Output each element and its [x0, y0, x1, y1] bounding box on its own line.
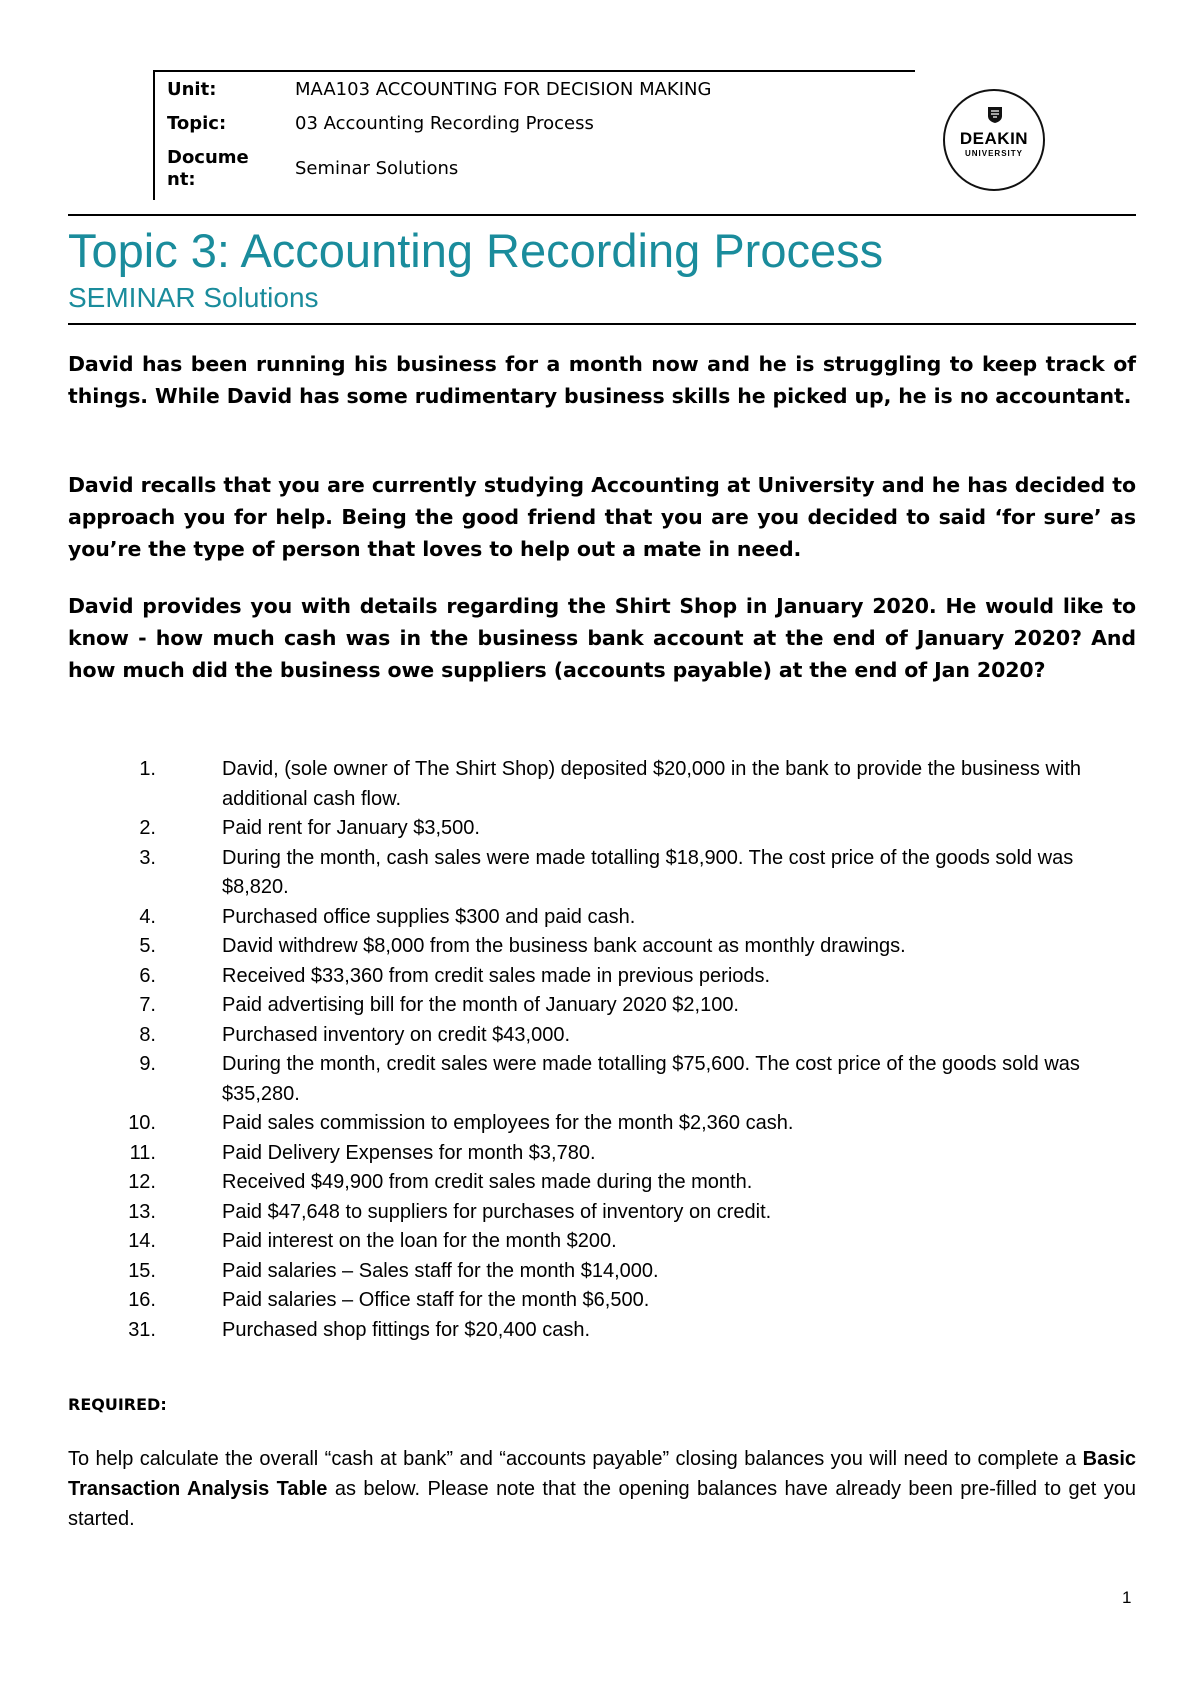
list-item	[68, 755, 1136, 814]
list-item	[68, 1050, 1136, 1109]
list-item-number: 9.	[139, 1053, 156, 1075]
intro-paragraph-2: David recalls that you are currently studying Accounting at University and he has decided to approach you for help. Being the good friend that you are you decided to said ‘for sure’ as you’re the type of person that loves to help out a mate in need.	[68, 473, 1136, 561]
list-item	[68, 1316, 1136, 1346]
list-item-text: Paid $47,648 to suppliers for purchases of inventory on credit.	[222, 1200, 772, 1223]
list-item-text: Paid salaries – Sales staff for the month $14,000.	[222, 1259, 659, 1282]
list-item	[68, 844, 1136, 903]
shield-icon	[987, 106, 1003, 124]
list-item-text: Paid Delivery Expenses for month $3,780.	[222, 1141, 596, 1164]
list-item-number: 6.	[139, 964, 156, 987]
document-label	[167, 147, 267, 191]
list-item-number: 1.	[139, 758, 156, 780]
list-item	[68, 962, 1136, 992]
logo-wordmark: DEAKIN	[959, 129, 1029, 148]
list-item-number: 13.	[128, 1200, 156, 1223]
page-subtitle: SEMINAR Solutions	[68, 282, 319, 313]
list-item-number: 7.	[139, 994, 156, 1016]
page-title: Topic 3: Accounting Recording Process	[68, 224, 884, 277]
list-item	[68, 1139, 1136, 1169]
instructions-paragraph	[68, 1444, 1136, 1534]
list-item	[68, 1198, 1136, 1228]
intro-paragraph-3: David provides you with details regarding the Shirt Shop in January 2020. He would like to know - how much cash was in the business bank account at the end of January 2020? And how much did the business owe suppliers (accounts payable) at the end of Jan 2020?	[68, 594, 1136, 682]
list-item-number: 2.	[139, 817, 156, 839]
list-item-number: 3.	[139, 846, 156, 869]
topic-value: 03 Accounting Recording Process	[295, 113, 594, 134]
instructions-text-end: as below. Please note that the opening balances have already been pre-filled to get you started.	[68, 1478, 1136, 1530]
list-item-number: 11.	[129, 1141, 156, 1164]
list-item-number: 5.	[139, 935, 156, 957]
instructions-table-name: Basic Transaction Analysis Table	[68, 1448, 1136, 1500]
list-item-text: Purchased shop fittings for $20,400 cash.	[222, 1318, 591, 1341]
document-label-line1: Docume	[167, 147, 249, 168]
title-bottom-rule	[68, 323, 1136, 325]
transaction-list	[68, 755, 1136, 1345]
list-item-number: 14.	[128, 1230, 156, 1252]
list-item	[68, 814, 1136, 844]
list-item-text: Paid salaries – Office staff for the month $6,500.	[222, 1289, 650, 1311]
list-item-number: 4.	[139, 905, 156, 928]
list-item-number: 15.	[128, 1259, 156, 1282]
list-item-text: Received $33,360 from credit sales made in previous periods.	[222, 964, 771, 987]
list-item-text: Paid rent for January $3,500.	[222, 817, 480, 839]
list-item-text: Paid sales commission to employees for the month $2,360 cash.	[222, 1112, 794, 1134]
list-item	[68, 1257, 1136, 1287]
header-table	[153, 70, 915, 200]
list-item-text: Purchased inventory on credit $43,000.	[222, 1023, 570, 1046]
list-item	[68, 1286, 1136, 1316]
list-item-number: 10.	[128, 1112, 156, 1134]
list-item-number: 12.	[128, 1171, 156, 1193]
list-item-text: During the month, cash sales were made totalling $18,900. The cost price of the goods sold was $8,820.	[222, 846, 1074, 898]
list-item-text: Paid interest on the loan for the month $200.	[222, 1230, 617, 1252]
document-value: Seminar Solutions	[295, 158, 459, 179]
logo-subtext: UNIVERSITY	[964, 149, 1023, 158]
list-item-text: Paid advertising bill for the month of January 2020 $2,100.	[222, 994, 739, 1016]
list-item-number: 8.	[139, 1023, 156, 1046]
unit-value: MAA103 ACCOUNTING FOR DECISION MAKING	[295, 79, 712, 100]
list-item	[68, 1109, 1136, 1139]
list-item	[68, 991, 1136, 1021]
deakin-logo	[943, 89, 1045, 191]
list-item-text: Purchased office supplies $300 and paid cash.	[222, 905, 636, 928]
list-item	[68, 1168, 1136, 1198]
list-item	[68, 903, 1136, 933]
instructions-text-start: To help calculate the overall “cash at bank” and “accounts payable” closing balances you will need to complete a	[68, 1448, 1083, 1470]
unit-label: Unit:	[167, 79, 217, 100]
list-item	[68, 932, 1136, 962]
list-item-text: During the month, credit sales were made totalling $75,600. The cost price of the goods sold was $35,280.	[222, 1053, 1080, 1105]
title-top-rule	[68, 214, 1136, 216]
list-item	[68, 1227, 1136, 1257]
intro-paragraph-1: David has been running his business for a month now and he is struggling to keep track of things. While David has some rudimentary business skills he picked up, he is no accountant.	[68, 352, 1136, 408]
list-item-text: Received $49,900 from credit sales made during the month.	[222, 1171, 753, 1193]
document-label-line2: nt:	[167, 169, 196, 190]
list-item-number: 31.	[128, 1318, 156, 1341]
topic-label: Topic:	[167, 113, 227, 134]
page-number: 1	[1122, 1588, 1132, 1607]
list-item-text: David, (sole owner of The Shirt Shop) deposited $20,000 in the bank to provide the business with additional cash flow.	[222, 758, 1082, 810]
required-heading: REQUIRED:	[68, 1395, 167, 1414]
list-item-number: 16.	[128, 1289, 156, 1311]
list-item	[68, 1021, 1136, 1051]
list-item-text: David withdrew $8,000 from the business bank account as monthly drawings.	[222, 935, 906, 957]
